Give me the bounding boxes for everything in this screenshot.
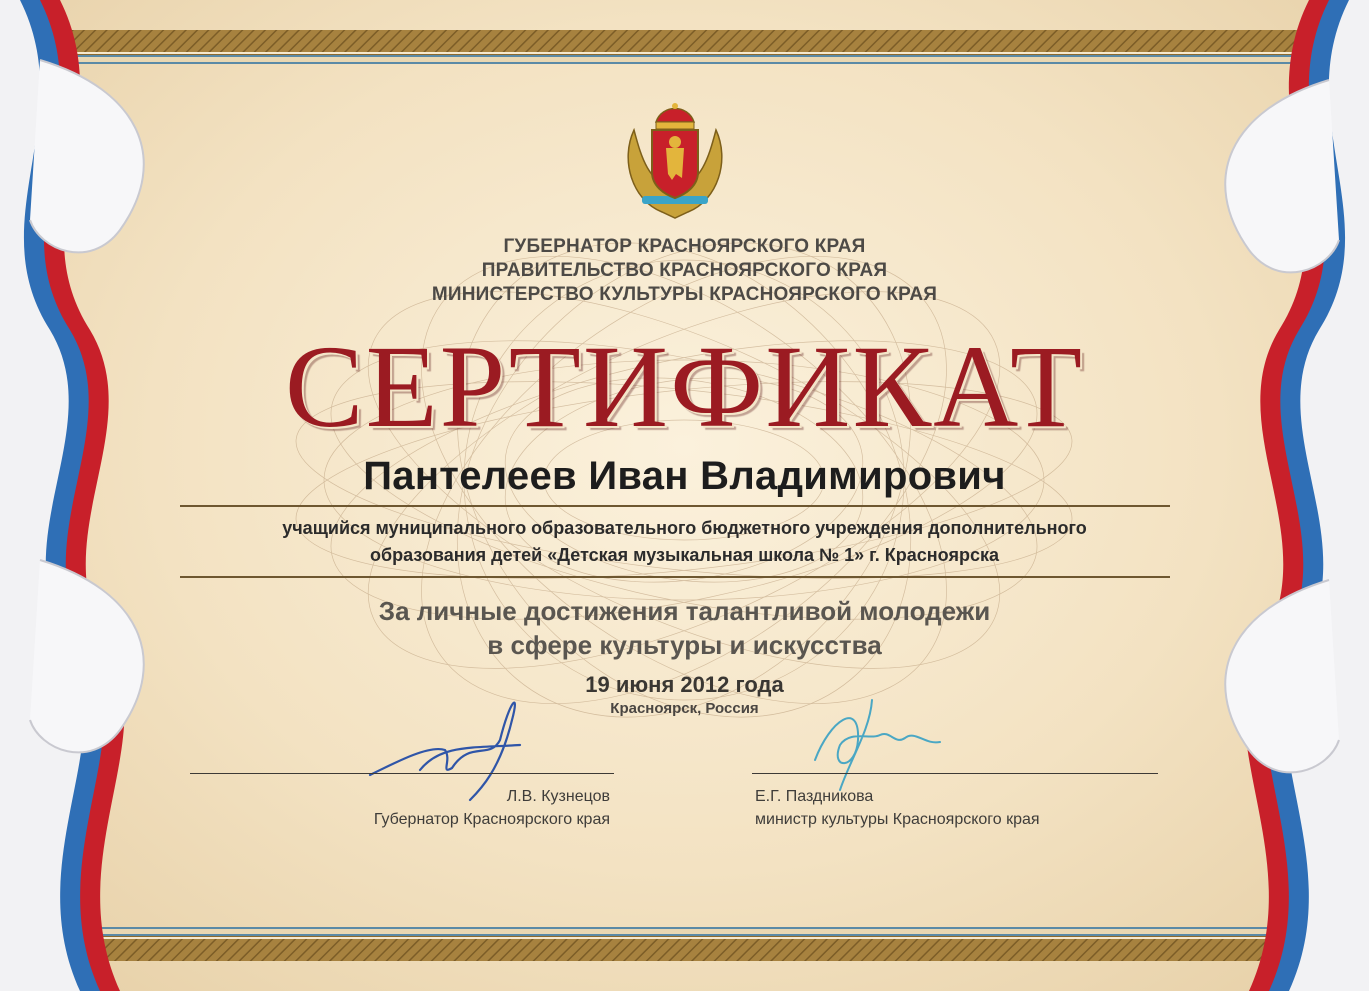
header-governor: ГУБЕРНАТОР КРАСНОЯРСКОГО КРАЯ	[503, 236, 866, 257]
header-government: ПРАВИТЕЛЬСТВО КРАСНОЯРСКОГО КРАЯ	[481, 260, 888, 281]
recipient-description-line-2: образования детей «Детская музыкальная школа № 1» г. Красноярска	[370, 545, 999, 565]
award-date: 19 июня 2012 года	[585, 672, 784, 697]
signatory-position-right: министр культуры Красноярского края	[755, 811, 1040, 828]
signature-line-right	[752, 773, 1158, 774]
merit-line-1: За личные достижения талантливой молодежи	[378, 596, 991, 626]
merit-line-2: в сфере культуры и искусства	[487, 630, 882, 660]
signature-pazdnikova	[815, 700, 940, 790]
signature-kuznetsov	[370, 703, 520, 800]
recipient-name: Пантелеев Иван Владимирович	[363, 454, 1006, 498]
award-place: Красноярск, Россия	[610, 700, 759, 717]
recipient-description-line-1: учащийся муниципального образовательного бюджетного учреждения дополнительного	[282, 518, 1087, 538]
signatory-name-left: Л.В. Кузнецов	[506, 788, 610, 805]
header-ministry: МИНИСТЕРСТВО КУЛЬТУРЫ КРАСНОЯРСКОГО КРАЯ	[431, 284, 938, 305]
signature-line-left	[190, 773, 614, 774]
certificate-title: СЕРТИФИКАТ	[284, 321, 1085, 452]
signatory-name-right: Е.Г. Паздникова	[755, 788, 874, 805]
signatory-position-left: Губернатор Красноярского края	[373, 811, 610, 828]
